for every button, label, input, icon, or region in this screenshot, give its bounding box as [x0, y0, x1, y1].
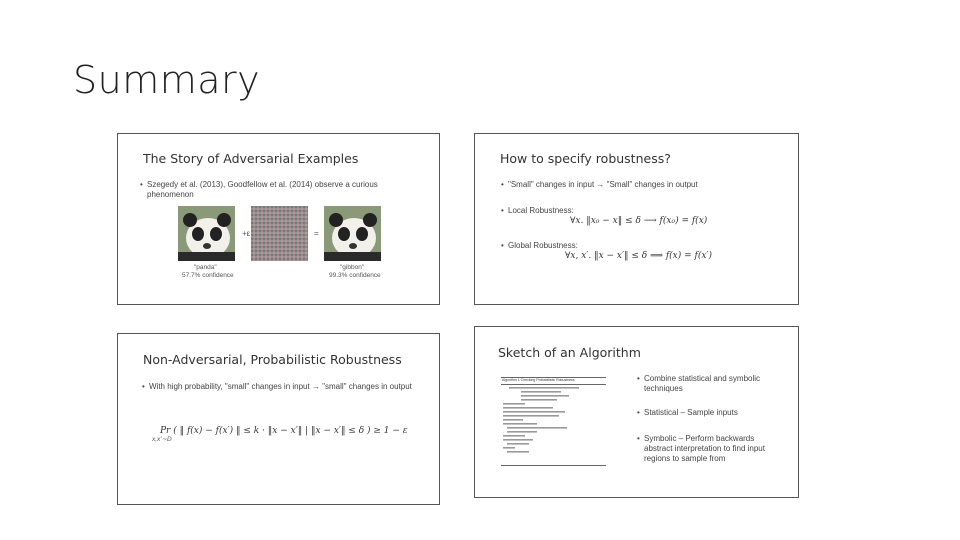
slide-thumb-bullet: • Local Robustness:: [508, 206, 574, 216]
plus-epsilon: +ε: [242, 229, 251, 238]
slide-thumb-adversarial[interactable]: [117, 133, 440, 305]
equals-sign: =: [314, 229, 319, 238]
confidence-gibbon: 99.3% confidence: [329, 272, 381, 279]
page-title: Summary: [73, 58, 261, 102]
confidence-panda: 57.7% confidence: [182, 272, 234, 279]
slide-thumb-title: How to specify robustness?: [500, 151, 671, 166]
slide-thumb-bullet: • Statistical – Sample inputs: [644, 408, 784, 418]
probabilistic-robustness-formula: Pr ( ‖ f(x) − f(x′) ‖ ≤ k · ‖x − x′‖ | ‖x − x′‖ ≤ δ ) ≥ 1 − ε: [160, 426, 408, 436]
slide-thumb-title: Non-Adversarial, Probabilistic Robustness: [143, 352, 402, 367]
slide-thumb-bullet: • Szegedy et al. (2013), Goodfellow et al. (2014) observe a curious phenomenon: [147, 180, 402, 200]
slide-thumb-bullet: • Symbolic – Perform backwards abstract interpretation to find input regions to sample from: [644, 434, 784, 464]
slide-thumb-bullet: • With high probability, "small" changes in input → "small" changes in output: [149, 382, 421, 392]
slide-thumb-probabilistic[interactable]: [117, 333, 440, 505]
local-robustness-formula: ∀x. ‖x₀ − x‖ ≤ δ ⟶ f(x₀) = f(x): [570, 216, 708, 226]
slide-thumb-bullet: • Combine statistical and symbolic techniques: [644, 374, 784, 394]
slide-thumb-title: The Story of Adversarial Examples: [143, 151, 359, 166]
algorithm-pseudocode: [501, 386, 606, 466]
algorithm-rule: [501, 384, 606, 385]
panda-image: [178, 206, 235, 261]
slide-thumb-bullet: • "Small" changes in input → "Small" changes in output: [508, 180, 788, 190]
slide-thumb-title: Sketch of an Algorithm: [498, 345, 641, 360]
label-panda: "panda": [194, 264, 217, 271]
formula-subscript: x,x′∼D: [152, 436, 172, 443]
slide-thumb-bullet: • Global Robustness:: [508, 241, 578, 251]
algorithm-header: Algorithm 1 Checking Probabilistic Robustness: [502, 378, 575, 382]
noise-image: [251, 206, 308, 261]
label-gibbon: "gibbon": [340, 264, 365, 271]
global-robustness-formula: ∀x, x′. ‖x − x′‖ ≤ δ ⟹ f(x) = f(x′): [565, 251, 712, 261]
slide-thumb-robustness[interactable]: [474, 133, 799, 305]
panda-image-adversarial: [324, 206, 381, 261]
algorithm-box: [501, 377, 606, 467]
slide-thumb-algorithm[interactable]: [474, 326, 799, 498]
algorithm-rule: [501, 465, 606, 466]
